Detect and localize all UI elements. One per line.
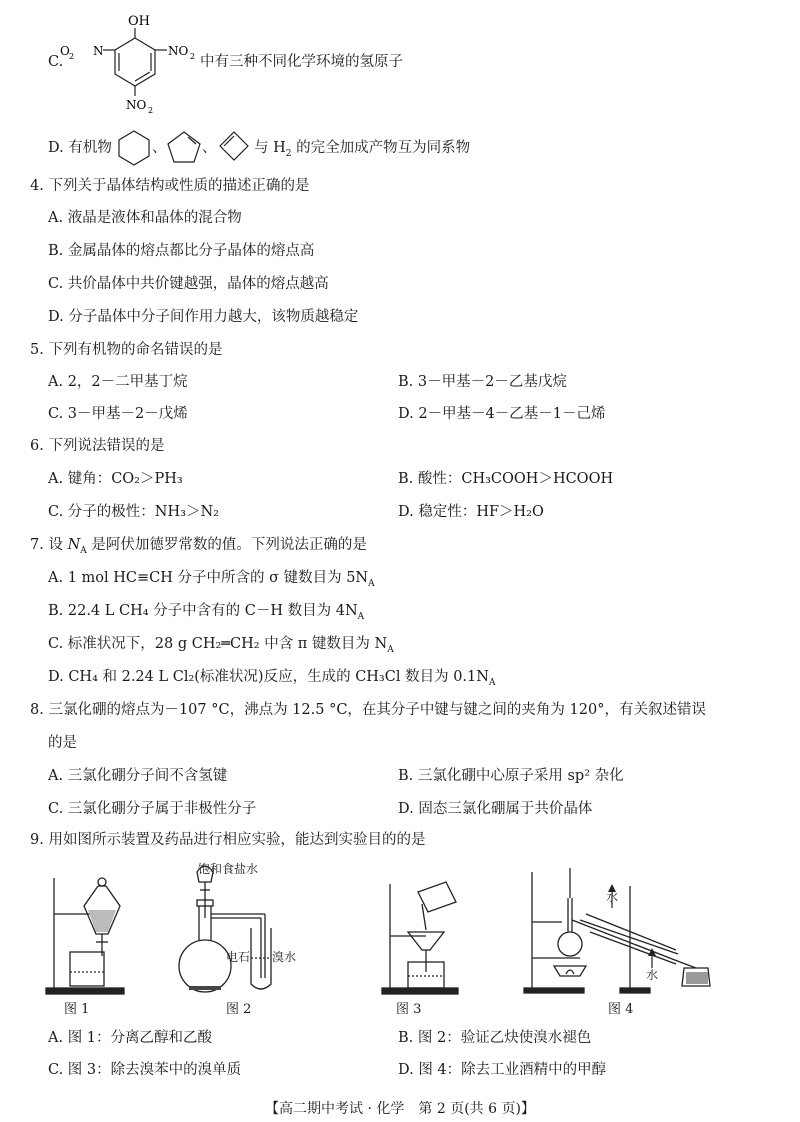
no2-left-o: O: [60, 44, 70, 58]
q5-stem: 5. 下列有机物的命名错误的是: [30, 342, 223, 358]
q7-c-text: C. 标准状况下，28 g CH₂═CH₂ 中含 π 键数目为 N: [48, 636, 388, 652]
q7-a-text: A. 1 mol HC≡CH 分子中所含的 σ 键数目为 5N: [48, 570, 369, 586]
benzene-structure: [114, 128, 154, 166]
q4-option-d: D. 分子晶体中分子间作用力越大，该物质越稳定: [48, 309, 359, 325]
trinitrophenol-structure: [60, 6, 210, 116]
figure-4-distillation: [520, 858, 720, 998]
q7-b-text: B. 22.4 L CH₄ 分子中含有的 C－H 数目为 4N: [48, 603, 358, 619]
cyclopentene-structure: [164, 128, 204, 166]
q3-sep-1: 、: [152, 140, 167, 156]
q3-option-d-text: [254, 138, 470, 164]
q7-na: N: [67, 537, 81, 553]
no2-bottom: NO: [126, 98, 147, 112]
fig4-water-in-label: 水: [646, 968, 659, 982]
q4-option-b: B. 金属晶体的熔点都比分子晶体的熔点高: [48, 243, 315, 259]
no2-left-n: N: [93, 44, 104, 58]
q7-d-text: D. CH₄ 和 2.24 L Cl₂(标准状况)反应，生成的 CH₃Cl 数目为 0.1N: [48, 669, 489, 685]
figure-4-caption: 图 4: [608, 1002, 634, 1017]
q9-option-b: B. 图 2：验证乙炔使溴水褪色: [398, 1030, 592, 1046]
no2-bottom-sub: 2: [148, 106, 154, 115]
q9-option-a: A. 图 1：分离乙醇和乙酸: [48, 1030, 213, 1046]
figure-2-caption: 图 2: [226, 1002, 252, 1017]
q3d-text-part1: 与 H: [254, 140, 286, 156]
fig2-calcium-carbide-label: 电石: [226, 950, 251, 964]
no2-right: NO: [168, 44, 189, 58]
q3-option-c-text: 中有三种不同化学环境的氢原子: [200, 54, 403, 70]
fig2-bromine-water-label: 溴水: [272, 950, 297, 964]
q7-stem-pre: 7. 设: [30, 537, 68, 553]
q3-option-c-label: C.: [48, 54, 64, 70]
oh-label: OH: [128, 14, 150, 29]
q5-option-c: C. 3－甲基－2－戊烯: [48, 406, 188, 422]
q8-stem-line2: 的是: [48, 735, 77, 751]
q6-option-c: C. 分子的极性：NH₃＞N₂: [48, 504, 219, 520]
q4-option-a: A. 液晶是液体和晶体的混合物: [48, 210, 242, 226]
fig4-water-out-label: 水: [606, 890, 619, 904]
q5-option-b: B. 3－甲基－2－乙基戊烷: [398, 374, 567, 390]
fig2-saturated-brine-label: 饱和食盐水: [198, 862, 259, 876]
page-footer: 【高二期中考试 · 化学 第 2 页(共 6 页)】: [265, 1101, 535, 1117]
q7-b-sub: A: [357, 611, 365, 622]
q3-option-d-label: D. 有机物: [48, 140, 112, 156]
figure-3-filtration: [378, 878, 468, 998]
figure-1-caption: 图 1: [64, 1002, 90, 1017]
q6-stem: 6. 下列说法错误的是: [30, 438, 165, 454]
q7-c-sub: A: [387, 644, 394, 655]
q5-option-a: A. 2，2－二甲基丁烷: [48, 374, 188, 390]
q8-stem-line1: 8. 三氯化硼的熔点为－107 °C，沸点为 12.5 °C，在其分子中键与键之间的夹角为 120°，有关叙述错误: [30, 702, 706, 718]
q8-option-c: C. 三氯化硼分子属于非极性分子: [48, 801, 257, 817]
figure-1-separatory-funnel: [40, 872, 135, 997]
q7-option-b: [48, 601, 364, 627]
q7-option-d: [48, 667, 495, 693]
q8-option-a: A. 三氯化硼分子间不含氢键: [48, 768, 228, 784]
cyclobutene-structure: [214, 128, 254, 166]
figure-3-caption: 图 3: [396, 1002, 422, 1017]
q5-option-d: D. 2－甲基－4－乙基－1－己烯: [398, 406, 606, 422]
q3d-sub: 2: [285, 148, 292, 159]
q7-stem: [30, 535, 367, 561]
q8-option-d: D. 固态三氯化硼属于共价晶体: [398, 801, 593, 817]
no2-left-sub: 2: [69, 52, 75, 61]
q6-option-b: B. 酸性：CH₃COOH＞HCOOH: [398, 471, 614, 487]
q6-option-a: A. 键角：CO₂＞PH₃: [48, 471, 183, 487]
q9-option-c: C. 图 3：除去溴苯中的溴单质: [48, 1062, 242, 1078]
q7-a-sub: A: [368, 578, 375, 589]
q3d-text-part2: 的完全加成产物互为同系物: [291, 140, 471, 156]
q3-sep-2: 、: [202, 140, 217, 156]
q4-stem: 4. 下列关于晶体结构或性质的描述正确的是: [30, 178, 310, 194]
q7-na-sub: A: [80, 545, 87, 556]
q8-option-b: B. 三氯化硼中心原子采用 sp² 杂化: [398, 768, 624, 784]
q7-option-a: [48, 568, 375, 594]
q9-stem: 9. 用如图所示装置及药品进行相应实验，能达到实验目的的是: [30, 832, 426, 848]
q7-option-c: [48, 634, 394, 660]
no2-right-sub: 2: [190, 52, 196, 61]
q7-d-sub: A: [488, 677, 496, 688]
q6-option-d: D. 稳定性：HF＞H₂O: [398, 504, 544, 520]
q9-option-d: D. 图 4：除去工业酒精中的甲醇: [398, 1062, 607, 1078]
q7-stem-post: 是阿伏加德罗常数的值。下列说法正确的是: [86, 537, 367, 553]
figure-2-acetylene-apparatus: [175, 858, 285, 998]
q4-option-c: C. 共价晶体中共价键越强，晶体的熔点越高: [48, 276, 329, 292]
